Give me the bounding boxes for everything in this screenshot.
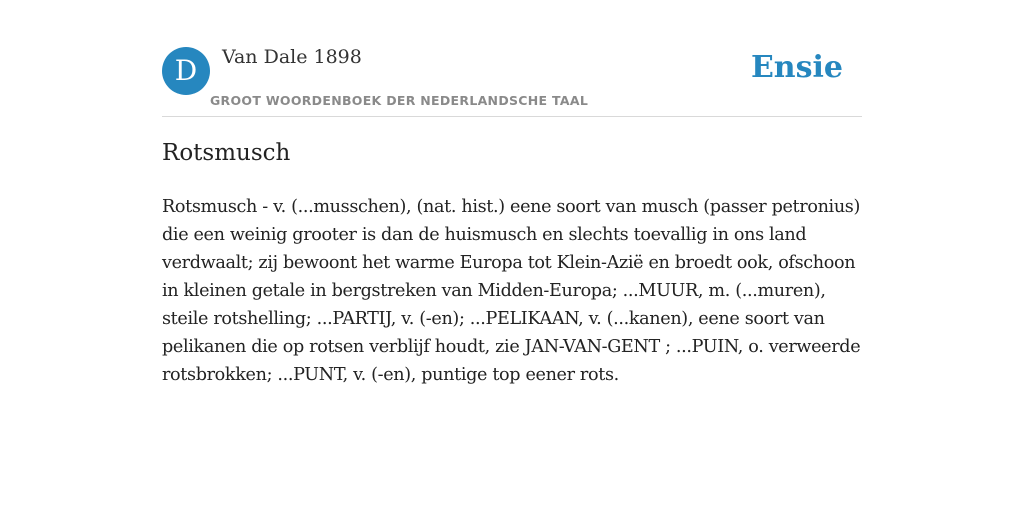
source-subtitle: GROOT WOORDENBOEK DER NEDERLANDSCHE TAAL	[210, 93, 589, 108]
source-name[interactable]: Van Dale 1898	[222, 46, 362, 68]
source-avatar[interactable]: D	[162, 47, 210, 95]
entry-title: Rotsmusch	[162, 140, 291, 166]
entry-definition: Rotsmusch - v. (...musschen), (nat. hist.) eene soort van musch (passer petronius) die een weinig grooter is dan de huismusch en slechts toevallig in ons land verdwaalt; zij bewoont het warme Europa tot Klein-Azië en broedt ook, ofschoon in kleinen getale in bergstreken van Midden-Europa; ...MUUR, m. (...muren), steile rotshelling; ...PARTIJ, v. (-en); ...PELIKAAN, v. (...kanen), eene soort van pelikanen die op rotsen verblijf houdt, zie JAN-VAN-GENT ; ...PUIN, o. verweerde rotsbrokken; ...PUNT, v. (-en), puntige top eener rots.	[162, 197, 861, 385]
source-header	[162, 46, 862, 117]
brand-logo[interactable]: Ensie	[750, 50, 843, 85]
